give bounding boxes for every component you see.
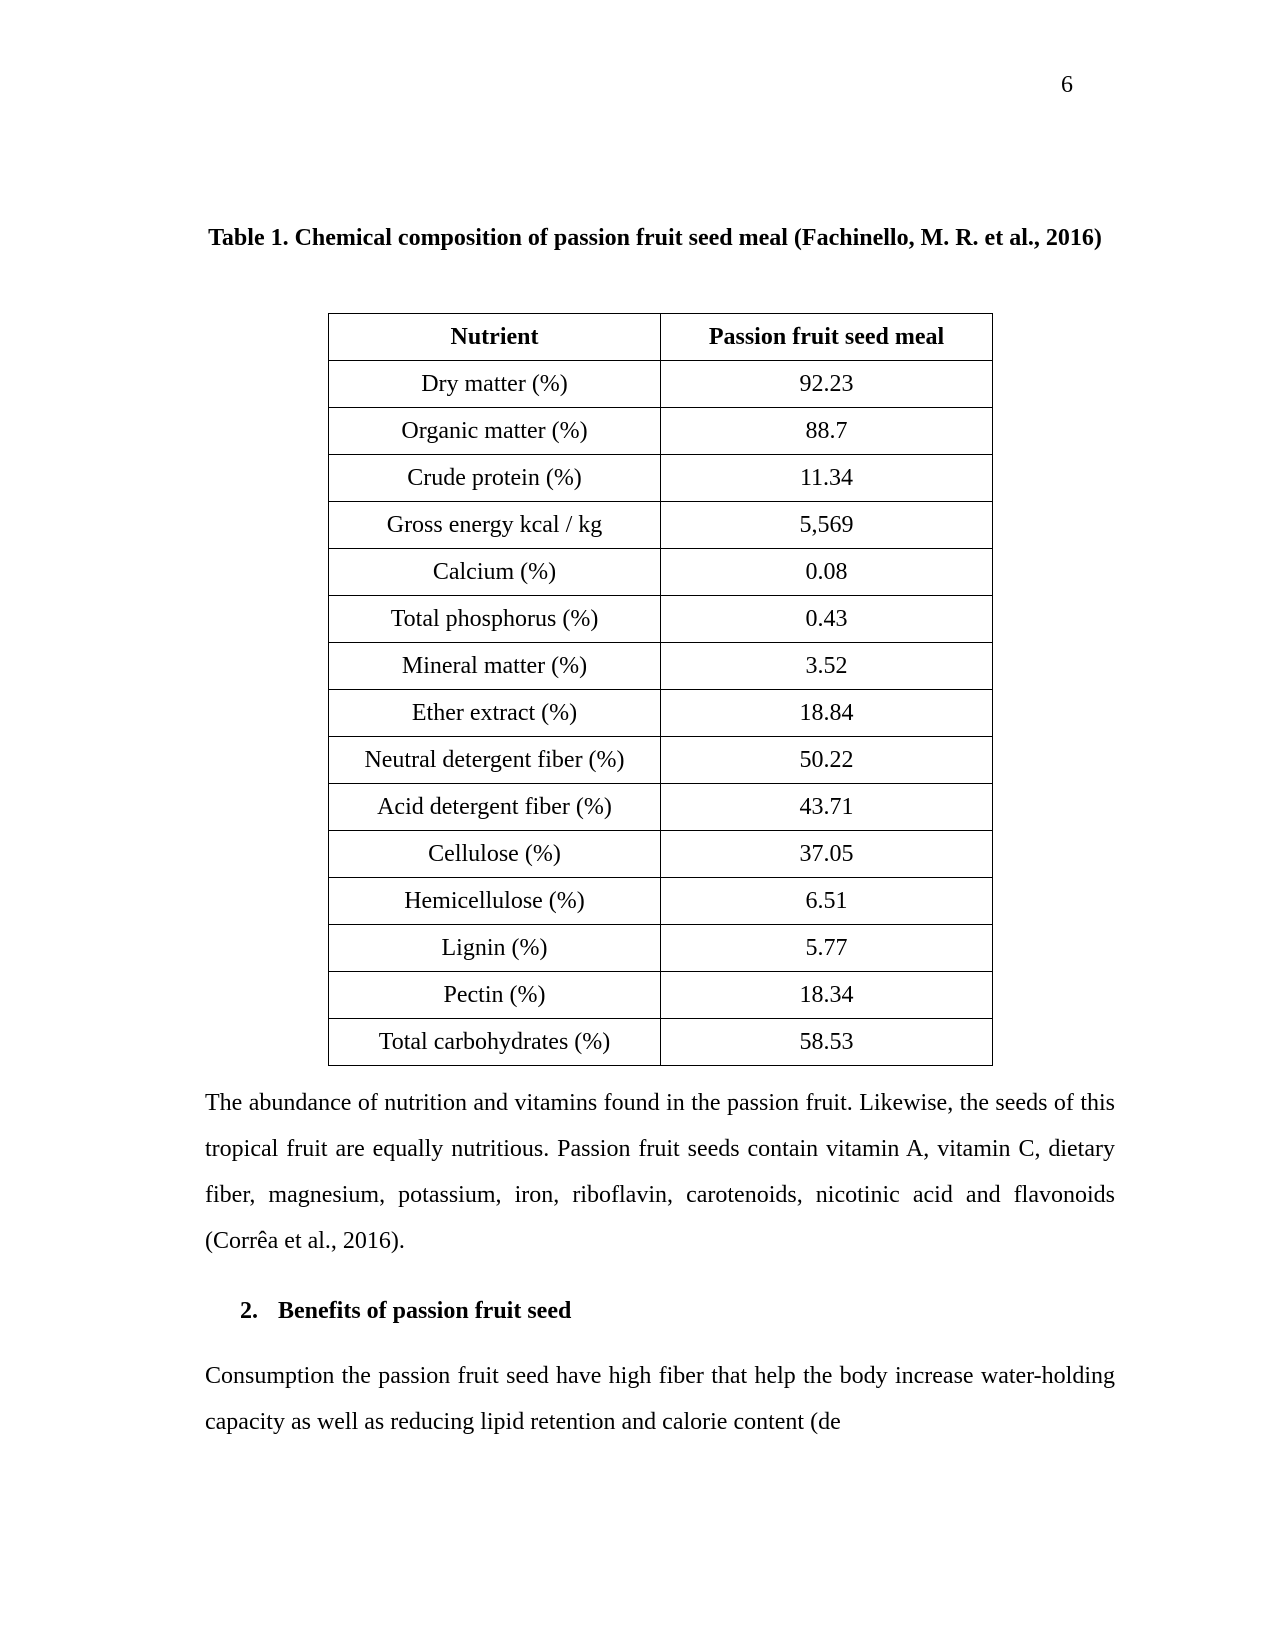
value-cell: 58.53 <box>661 1019 993 1066</box>
table-row <box>329 831 993 878</box>
table-row <box>329 361 993 408</box>
table-body <box>329 361 993 1066</box>
column-header-value: Passion fruit seed meal <box>661 314 993 361</box>
value-cell: 5.77 <box>661 925 993 972</box>
value-cell: 92.23 <box>661 361 993 408</box>
nutrient-cell: Crude protein (%) <box>329 455 661 502</box>
table-row <box>329 784 993 831</box>
value-cell: 37.05 <box>661 831 993 878</box>
nutrient-cell: Lignin (%) <box>329 925 661 972</box>
nutrient-cell: Organic matter (%) <box>329 408 661 455</box>
nutrient-cell: Pectin (%) <box>329 972 661 1019</box>
table-header-row <box>329 314 993 361</box>
value-cell: 11.34 <box>661 455 993 502</box>
value-cell: 88.7 <box>661 408 993 455</box>
section-number: 2. <box>240 1298 258 1324</box>
value-cell: 50.22 <box>661 737 993 784</box>
value-cell: 3.52 <box>661 643 993 690</box>
table-row <box>329 408 993 455</box>
nutrient-cell: Total phosphorus (%) <box>329 596 661 643</box>
nutrient-cell: Mineral matter (%) <box>329 643 661 690</box>
nutrient-cell: Dry matter (%) <box>329 361 661 408</box>
table-row <box>329 596 993 643</box>
nutrient-cell: Total carbohydrates (%) <box>329 1019 661 1066</box>
table-row <box>329 972 993 1019</box>
nutrient-cell: Neutral detergent fiber (%) <box>329 737 661 784</box>
value-cell: 0.43 <box>661 596 993 643</box>
nutrient-cell: Hemicellulose (%) <box>329 878 661 925</box>
value-cell: 18.84 <box>661 690 993 737</box>
table-row <box>329 925 993 972</box>
paragraph-benefits: Consumption the passion fruit seed have high fiber that help the body increase water-holding capacity as well as reducing lipid retention and calorie content (de <box>205 1363 1115 1435</box>
value-cell: 6.51 <box>661 878 993 925</box>
nutrient-cell: Cellulose (%) <box>329 831 661 878</box>
table-row <box>329 455 993 502</box>
table-row <box>329 502 993 549</box>
table-row <box>329 878 993 925</box>
page-number: 6 <box>1061 72 1073 98</box>
value-cell: 43.71 <box>661 784 993 831</box>
nutrient-cell: Calcium (%) <box>329 549 661 596</box>
column-header-nutrient: Nutrient <box>329 314 661 361</box>
table-row <box>329 737 993 784</box>
value-cell: 0.08 <box>661 549 993 596</box>
nutrient-table <box>328 313 993 1066</box>
table-row <box>329 690 993 737</box>
value-cell: 18.34 <box>661 972 993 1019</box>
nutrient-cell: Ether extract (%) <box>329 690 661 737</box>
nutrient-cell: Gross energy kcal / kg <box>329 502 661 549</box>
table-row <box>329 1019 993 1066</box>
table-caption: Table 1. Chemical composition of passion fruit seed meal (Fachinello, M. R. et al., 2016) <box>208 225 1102 251</box>
value-cell: 5,569 <box>661 502 993 549</box>
table-row <box>329 549 993 596</box>
nutrient-cell: Acid detergent fiber (%) <box>329 784 661 831</box>
table-row <box>329 643 993 690</box>
paragraph-nutrition: The abundance of nutrition and vitamins found in the passion fruit. Likewise, the seeds of this tropical fruit are equally nutritious. Passion fruit seeds contain vitamin A, vitamin C, dietary fiber, magnesium, potassium, iron, riboflavin, carotenoids, nicotinic acid and flavonoids (Corrêa et al., 2016). <box>205 1090 1115 1254</box>
section-title: Benefits of passion fruit seed <box>278 1298 572 1324</box>
section-heading <box>240 1298 571 1325</box>
